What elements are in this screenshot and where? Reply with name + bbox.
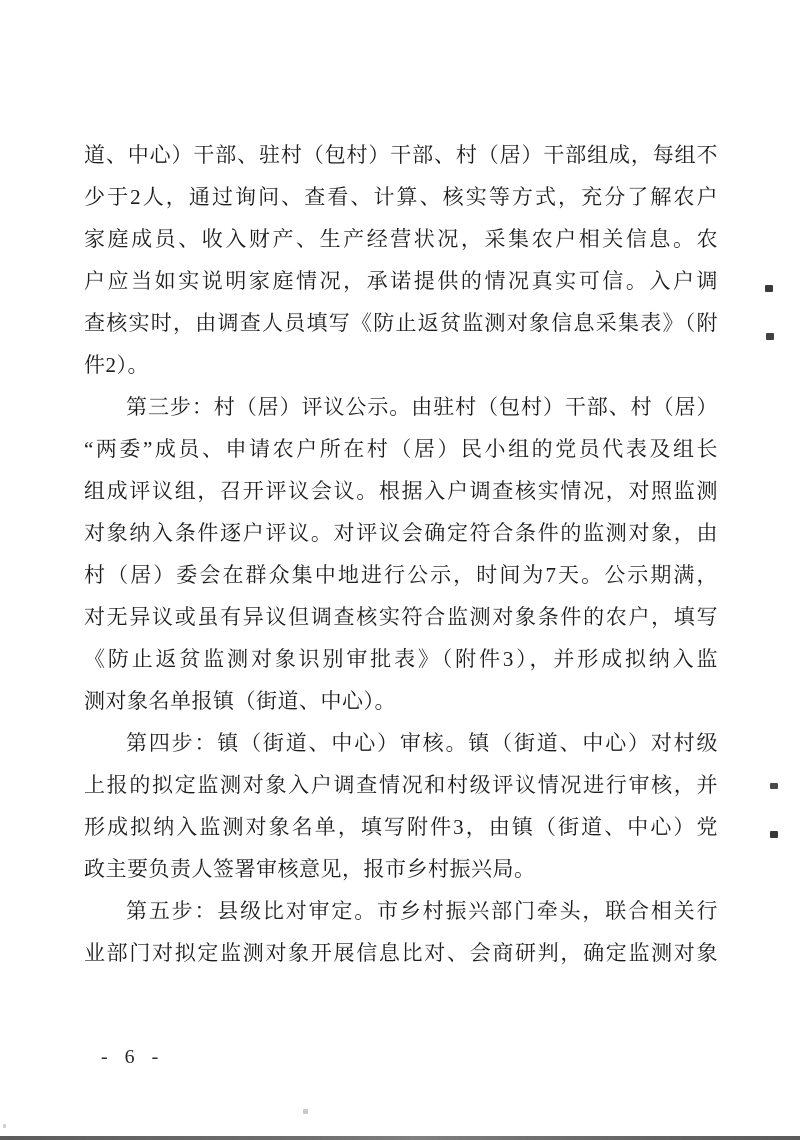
text-line: 政主要负责人签署审核意见，报市乡村振兴局。: [84, 857, 536, 881]
scan-speck-artifact: [770, 783, 778, 789]
text-line: 形成拟纳入监测对象名单，填写附件3，由镇（街道、中心）党: [84, 815, 718, 839]
text-line: 第三步：村（居）评议公示。由驻村（包村）干部、村（居）: [126, 395, 718, 419]
text-line: 业部门对拟定监测对象开展信息比对、会商研判，确定监测对象: [84, 941, 718, 965]
text-line: 件2）。: [84, 353, 149, 377]
text-line: 《防止返贫监测对象识别审批表》（附件3），并形成拟纳入监: [84, 647, 718, 671]
text-body: [84, 134, 718, 974]
text-line: 对象纳入条件逐户评议。对评议会确定符合条件的监测对象，由: [84, 521, 718, 545]
text-line: 村（居）委会在群众集中地进行公示，时间为7天。公示期满，: [84, 563, 718, 587]
text-line: 对无异议或虽有异议但调查核实符合监测对象条件的农户，填写: [84, 605, 718, 629]
scan-speck-artifact: [3, 1124, 6, 1128]
scan-speck-artifact: [765, 285, 773, 292]
text-line: 测对象名单报镇（街道、中心）。: [84, 689, 396, 713]
text-line: 查核实时，由调查人员填写《防止返贫监测对象信息采集表》（附: [84, 311, 718, 335]
text-line: 第五步：县级比对审定。市乡村振兴部门牵头，联合相关行: [126, 899, 718, 923]
scan-edge-artifact: [0, 1136, 800, 1140]
paragraph-step4: [84, 722, 718, 890]
paragraph-step3: [84, 386, 718, 722]
text-line: 组成评议组，召开评议会议。根据入户调查核实情况，对照监测: [84, 479, 718, 503]
scan-speck-artifact: [303, 1109, 308, 1114]
paragraph-continuation-step2: [84, 134, 718, 386]
text-line: 少于2人，通过询问、查看、计算、核实等方式，充分了解农户: [84, 185, 718, 209]
paragraph-step5: [84, 890, 718, 974]
scan-speck-artifact: [766, 333, 774, 340]
scan-speck-artifact: [770, 831, 778, 838]
text-line: 第四步：镇（街道、中心）审核。镇（街道、中心）对村级: [126, 731, 718, 755]
text-line: 上报的拟定监测对象入户调查情况和村级评议情况进行审核，并: [84, 773, 718, 797]
text-line: 户应当如实说明家庭情况，承诺提供的情况真实可信。入户调: [84, 269, 718, 293]
text-line: “两委”成员、申请农户所在村（居）民小组的党员代表及组长: [84, 437, 718, 461]
text-line: 道、中心）干部、驻村（包村）干部、村（居）干部组成，每组不: [84, 143, 718, 167]
page-number: - 6 -: [101, 1046, 165, 1068]
text-line: 家庭成员、收入财产、生产经营状况，采集农户相关信息。农: [84, 227, 718, 251]
